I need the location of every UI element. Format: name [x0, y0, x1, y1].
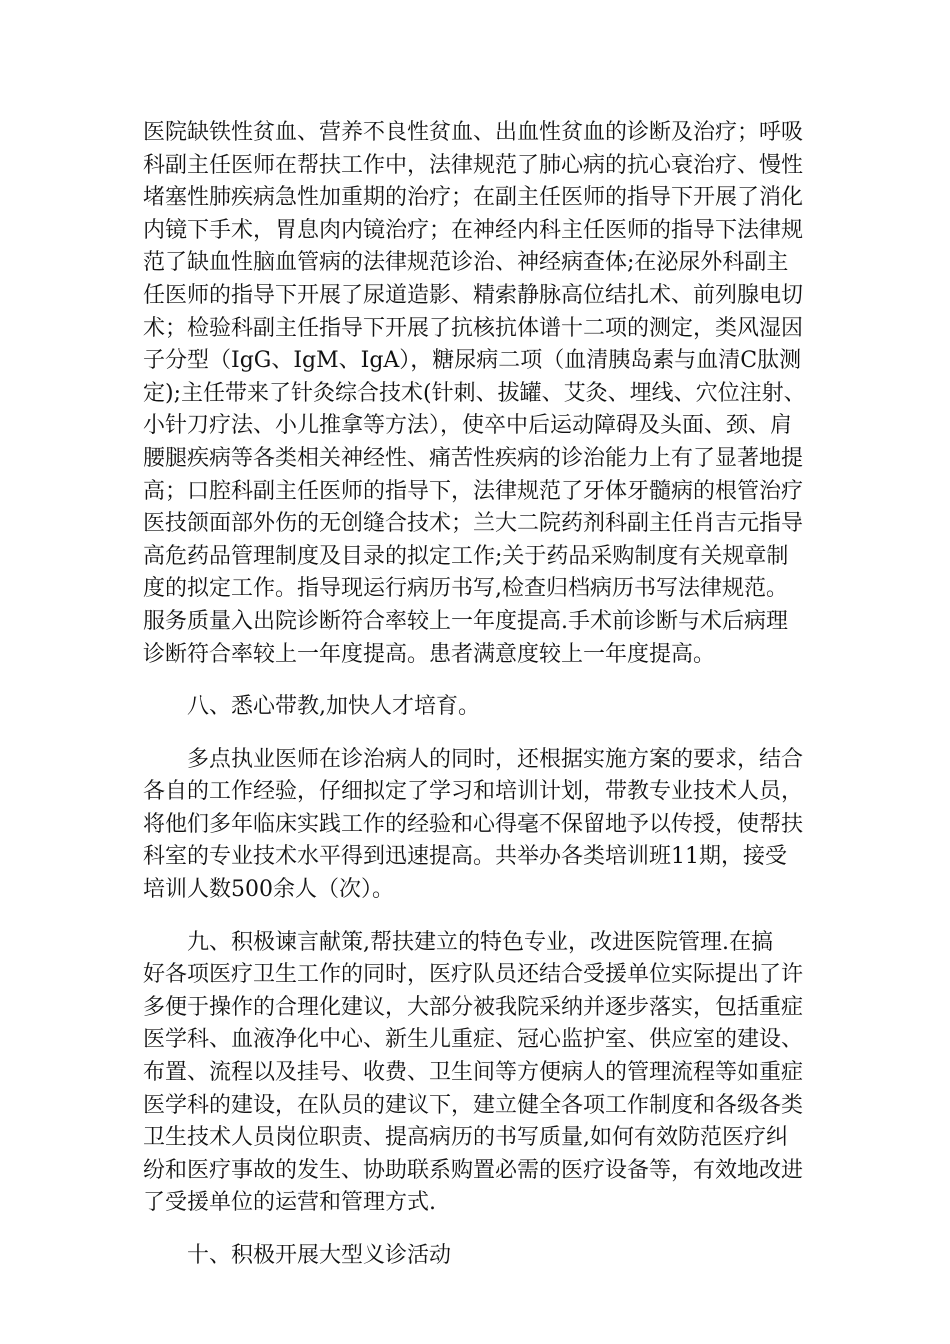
document-page: [143, 117, 809, 1273]
text-line: 医学科的建设，在队员的建议下，建立健全各项工作制度和各级各类: [143, 1092, 804, 1118]
text-line: 卫生技术人员岗位职责、提高病历的书写质量,如何有效防范医疗纠: [143, 1125, 788, 1151]
text-line: 任医师的指导下开展了尿道造影、精索静脉高位结扎术、前列腺电切: [143, 282, 804, 308]
text-line: 高；口腔科副主任医师的指导下，法律规范了牙体牙髓病的根管治疗: [143, 478, 804, 504]
text-line: 布置、流程以及挂号、收费、卫生间等方便病人的管理流程等如重症: [143, 1060, 804, 1086]
text-line: 了受援单位的运营和管理方式.: [143, 1190, 436, 1216]
text-line: 内镜下手术，胃息肉内镜治疗；在神经内科主任医师的指导下法律规: [143, 217, 804, 243]
section-9-paragraph: [143, 927, 809, 1220]
text-line: 各自的工作经验，仔细拟定了学习和培训计划，带教专业技术人员，: [143, 779, 804, 805]
paragraph-gap: [143, 1220, 809, 1240]
continuation-paragraph: [143, 117, 809, 671]
text-line: 医院缺铁性贫血、营养不良性贫血、出血性贫血的诊断及治疗；呼吸: [143, 120, 804, 145]
section-8-heading: [143, 691, 809, 724]
text-line: 高危药品管理制度及目录的拟定工作;关于药品采购制度有关规章制: [143, 543, 789, 569]
text-line: 定);主任带来了针灸综合技术(针刺、拔罐、艾灸、埋线、穴位注射、: [143, 380, 806, 406]
text-line: 度的拟定工作。指导现运行病历书写,检查归档病历书写法律规范。: [143, 576, 788, 602]
text-line: 子分型（IgG、IgM、IgA），糖尿病二项（血清胰岛素与血清C肽测: [143, 348, 802, 374]
text-line: 范了缺血性脑血管病的法律规范诊治、神经病查体;在泌尿外科副主: [143, 250, 789, 276]
text-line: 小针刀疗法、小儿推拿等方法），使卒中后运动障碍及头面、颈、肩: [143, 413, 793, 439]
text-line: 将他们多年临床实践工作的经验和心得毫不保留地予以传授，使帮扶: [143, 811, 804, 837]
section-10-heading: [143, 1240, 809, 1273]
paragraph-gap: [143, 907, 809, 927]
text-line: 科副主任医师在帮扶工作中，法律规范了肺心病的抗心衰治疗、慢性: [143, 152, 804, 178]
paragraph-gap: [143, 724, 809, 744]
text-line: 医技颌面部外伤的无创缝合技术；兰大二院药剂科副主任肖吉元指导: [143, 511, 804, 537]
text-line: 堵塞性肺疾病急性加重期的治疗；在副主任医师的指导下开展了消化: [143, 185, 804, 211]
heading-text: 八、悉心带教,加快人才培育。: [187, 694, 480, 720]
text-line: 服务质量入出院诊断符合率较上一年度提高.手术前诊断与术后病理: [143, 608, 788, 634]
text-line: 多便于操作的合理化建议，大部分被我院采纳并逐步落实，包括重症: [143, 994, 804, 1020]
text-line: 科室的专业技术水平得到迅速提高。共举办各类培训班11期，接受: [143, 844, 787, 870]
text-line: 培训人数500余人（次）。: [143, 877, 394, 903]
text-line: 诊断符合率较上一年度提高。患者满意度较上一年度提高。: [143, 641, 716, 667]
text-line: 多点执业医师在诊治病人的同时，还根据实施方案的要求，结合: [187, 746, 804, 772]
text-line: 医学科、血液净化中心、新生儿重症、冠心监护室、供应室的建设、: [143, 1027, 804, 1053]
text-line: 术；检验科副主任指导下开展了抗核抗体谱十二项的测定，类风湿因: [143, 315, 804, 341]
text-line: 纷和医疗事故的发生、协助联系购置必需的医疗设备等，有效地改进: [143, 1157, 804, 1183]
text-line: 九、积极谏言献策,帮扶建立的特色专业，改进医院管理.在搞: [187, 929, 773, 955]
section-8-paragraph: [143, 744, 809, 907]
paragraph-gap: [143, 671, 809, 691]
text-line: 好各项医疗卫生工作的同时，医疗队员还结合受援单位实际提出了许: [143, 962, 804, 988]
heading-text: 十、积极开展大型义诊活动: [187, 1243, 452, 1268]
text-line: 腰腿疾病等各类相关神经性、痛苦性疾病的诊治能力上有了显著地提: [143, 445, 804, 471]
